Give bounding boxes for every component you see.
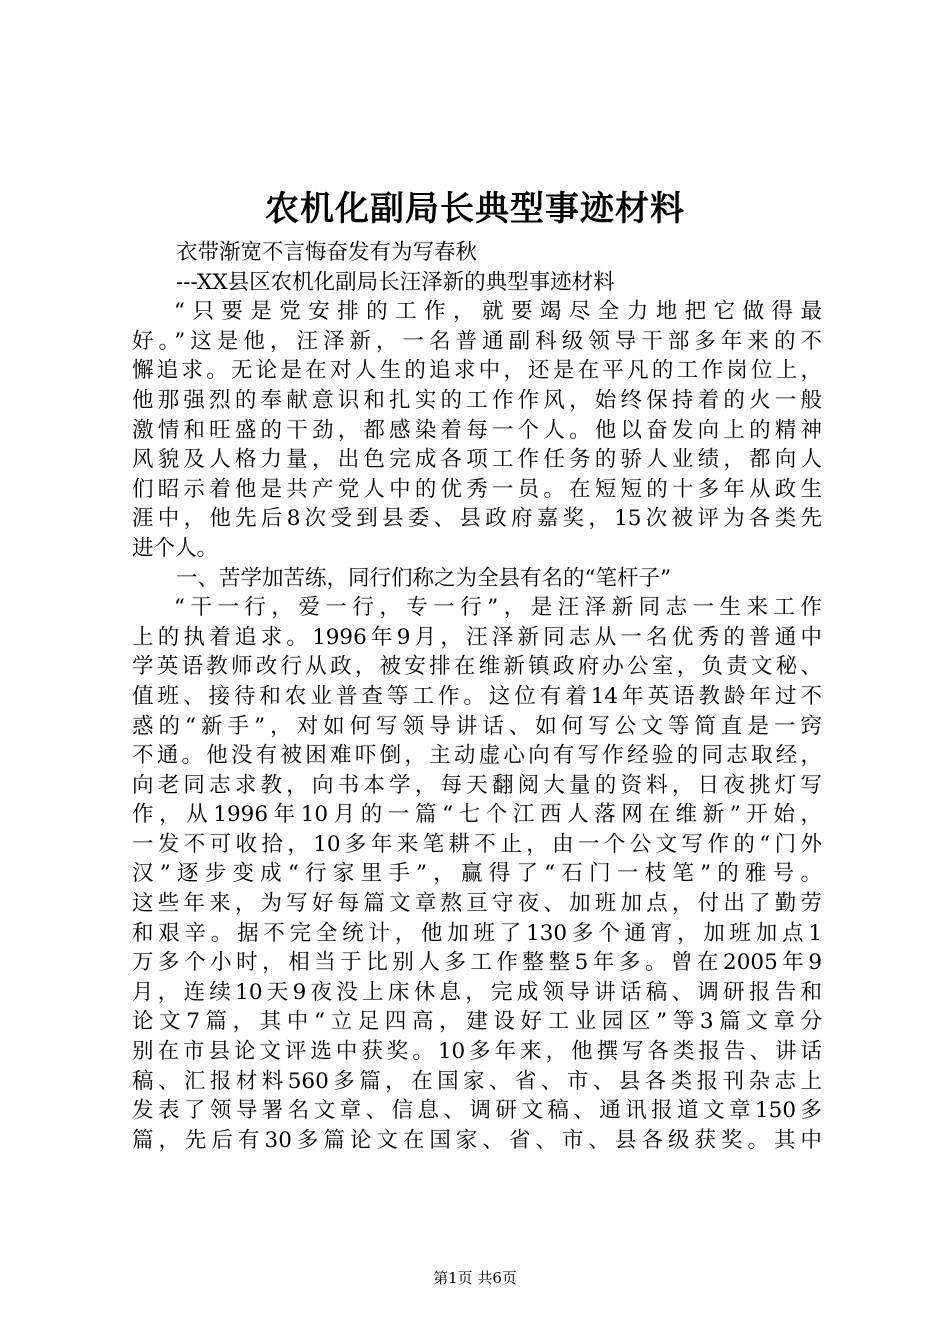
paragraph-line: 一发不可收拾，10多年来笔耕不止，由一个公文写作的“门外: [132, 831, 822, 857]
paragraph-line: 值班、接待和农业普查等工作。这位有着14年英语教龄年过不: [132, 683, 822, 709]
paragraph-line: 别在市县论文评选中获奖。10多年来，他撰写各类报告、讲话: [132, 1039, 822, 1065]
paragraph-line: 篇，先后有30多篇论文在国家、省、市、县各级获奖。其中: [132, 1127, 822, 1153]
subtitle-line: ---XX县区农机化副局长汪泽新的典型事迹材料: [176, 269, 615, 295]
paragraph-line: 论文7篇，其中“立足四高，建设好工业园区”等3篇文章分: [132, 1009, 822, 1035]
section-heading: 一、苦学加苦练，同行们称之为全县有名的“笔杆子”: [176, 565, 671, 591]
document-body: [132, 238, 822, 1155]
paragraph-line: 惑的“新手”，对如何写领导讲话、如何写公文等简直是一窍: [132, 713, 822, 739]
paragraph-line: 不通。他没有被困难吓倒，主动虚心向有写作经验的同志取经，: [132, 743, 822, 769]
paragraph-line: 向老同志求教，向书本学，每天翻阅大量的资料，日夜挑灯写: [132, 772, 822, 798]
page-number-footer: 第1页 共6页: [433, 1269, 517, 1287]
paragraph-line: 作，从1996年10月的一篇“七个江西人落网在维新”开始，: [132, 802, 822, 828]
paragraph-line: 这些年来，为写好每篇文章熬亘守夜、加班加点，付出了勤劳: [132, 891, 822, 917]
paragraph-line: 稿、汇报材料560多篇，在国家、省、市、县各类报刊杂志上: [132, 1068, 822, 1094]
paragraph-line: 懈追求。无论是在对人生的追求中，还是在平凡的工作岗位上，: [132, 358, 822, 384]
paragraph-line: “干一行，爱一行，专一行”，是汪泽新同志一生来工作: [174, 595, 822, 621]
paragraph-line: 发表了领导署名文章、信息、调研文稿、通讯报道文章150多: [132, 1098, 822, 1124]
paragraph-line: 汉”逐步变成“行家里手”，赢得了“石门一枝笔”的雅号。: [132, 861, 822, 887]
document-title: 农机化副局长典型事迹材料: [265, 189, 685, 229]
paragraph-line: 激情和旺盛的干劲，都感染着每一个人。他以奋发向上的精神: [132, 417, 822, 443]
paragraph-line: 学英语教师改行从政，被安排在维新镇政府办公室，负责文秘、: [132, 654, 822, 680]
paragraph-line: 月，连续10天9夜没上床休息，完成领导讲话稿、调研报告和: [132, 979, 822, 1005]
paragraph-line: 好。”这是他，汪泽新，一名普通副科级领导干部多年来的不: [132, 328, 822, 354]
paragraph-line: 涯中，他先后8次受到县委、县政府嘉奖，15次被评为各类先: [132, 506, 822, 532]
paragraph-line: 和艰辛。据不完全统计，他加班了130多个通宵，加班加点1: [132, 920, 822, 946]
paragraph-line: 们昭示着他是共产党人中的优秀一员。在短短的十多年从政生: [132, 476, 822, 502]
paragraph-line: 上的执着追求。1996年9月，汪泽新同志从一名优秀的普通中: [132, 624, 822, 650]
paragraph-line: 万多个小时，相当于比别人多工作整整5年多。曾在2005年9: [132, 950, 822, 976]
paragraph-line: 他那强烈的奉献意识和扎实的工作作风，始终保持着的火一般: [132, 387, 822, 413]
paragraph-line: “只要是党安排的工作，就要竭尽全力地把它做得最: [174, 299, 822, 325]
paragraph-line: 进个人。: [132, 535, 219, 561]
subtitle-line: 衣带渐宽不言悔奋发有为写春秋: [176, 240, 478, 265]
paragraph-line: 风貌及人格力量，出色完成各项工作任务的骄人业绩，都向人: [132, 447, 822, 473]
